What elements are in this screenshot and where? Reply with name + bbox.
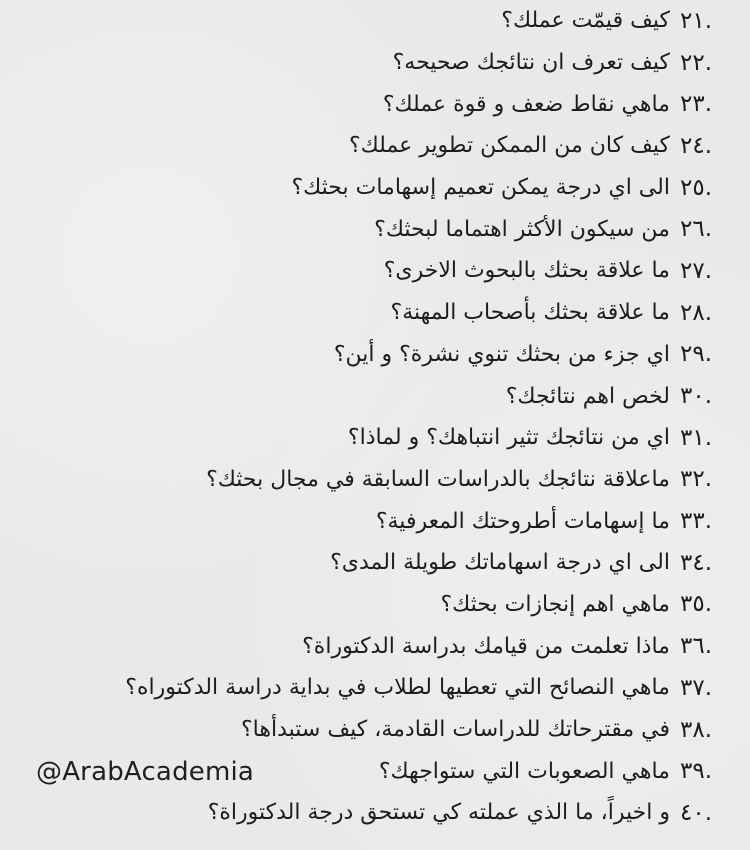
question-number: .٣٩: [679, 758, 712, 785]
question-text: لخص اهم نتائجك؟: [505, 383, 670, 409]
question-number: .٢٩: [679, 341, 712, 368]
question-number: .٢٥: [679, 174, 712, 201]
question-number: .٢٨: [679, 299, 712, 326]
question-number: .٢٧: [679, 257, 712, 284]
question-number: .٢٣: [679, 91, 712, 118]
question-text: ماهي الصعوبات التي ستواجهك؟: [378, 758, 670, 784]
question-number: .٣١: [679, 424, 712, 451]
question-text: ما علاقة بحثك بأصحاب المهنة؟: [390, 300, 670, 326]
question-text: في مقترحاتك للدراسات القادمة، كيف ستبدأها؟: [241, 717, 670, 743]
question-item: [12, 334, 712, 376]
question-text: الى اي درجة اسهاماتك طويلة المدى؟: [330, 550, 670, 576]
question-number: .٢١: [679, 7, 712, 34]
question-number: .٢٦: [679, 216, 712, 243]
question-number: .٣٥: [679, 591, 712, 618]
question-text: كيف كان من الممكن تطوير عملك؟: [348, 133, 670, 159]
question-text: ماهي اهم إنجازات بحثك؟: [440, 591, 670, 617]
question-text: اي جزء من بحثك تنوي نشرة؟ و أين؟: [333, 341, 670, 367]
question-text: ماعلاقة نتائجك بالدراسات السابقة في مجال بحثك؟: [206, 466, 670, 492]
question-item: [12, 542, 712, 584]
question-text: اي من نتائجك تثير انتباهك؟ و لماذا؟: [347, 425, 670, 451]
question-item: [12, 167, 712, 209]
question-number: .٣٣: [679, 508, 712, 535]
question-number: .٤٠: [679, 799, 712, 826]
question-number: .٢٢: [679, 49, 712, 76]
question-text: ما إسهامات أطروحتك المعرفية؟: [375, 508, 670, 534]
question-item: [12, 0, 712, 42]
question-text: و اخيراً، ما الذي عملته كي تستحق درجة الدكتوراة؟: [207, 800, 670, 826]
question-item: [12, 375, 712, 417]
question-number: .٣٦: [679, 633, 712, 660]
question-item: [12, 208, 712, 250]
question-item: [12, 584, 712, 626]
question-number: .٣٠: [679, 383, 712, 410]
question-list: [12, 0, 712, 834]
question-text: من سيكون الأكثر اهتماما لبحثك؟: [374, 216, 670, 242]
question-number: .٣٧: [679, 674, 712, 701]
question-item: [12, 125, 712, 167]
question-item: [12, 709, 712, 751]
question-number: .٢٤: [679, 132, 712, 159]
question-item: [12, 792, 712, 834]
question-text: كيف تعرف ان نتائجك صحيحه؟: [392, 50, 670, 76]
question-item: [12, 417, 712, 459]
question-item: [12, 625, 712, 667]
question-item: [12, 667, 712, 709]
question-text: كيف قيمّت عملك؟: [501, 8, 670, 34]
question-item: [12, 42, 712, 84]
question-item: [12, 83, 712, 125]
question-number: .٣٤: [679, 549, 712, 576]
question-text: ماذا تعلمت من قيامك بدراسة الدكتوراة؟: [302, 633, 670, 659]
question-text: ما علاقة بحثك بالبحوث الاخرى؟: [383, 258, 670, 284]
question-item: [12, 500, 712, 542]
question-item: [12, 459, 712, 501]
question-text: الى اي درجة يمكن تعميم إسهامات بحثك؟: [291, 175, 670, 201]
question-text: ماهي النصائح التي تعطيها لطلاب في بداية دراسة الدكتوراه؟: [125, 675, 670, 701]
question-number: .٣٢: [679, 466, 712, 493]
question-text: ماهي نقاط ضعف و قوة عملك؟: [382, 91, 670, 117]
question-item: [12, 250, 712, 292]
question-number: .٣٨: [679, 716, 712, 743]
question-item: [12, 292, 712, 334]
watermark-handle: @ArabAcademia: [36, 757, 255, 787]
